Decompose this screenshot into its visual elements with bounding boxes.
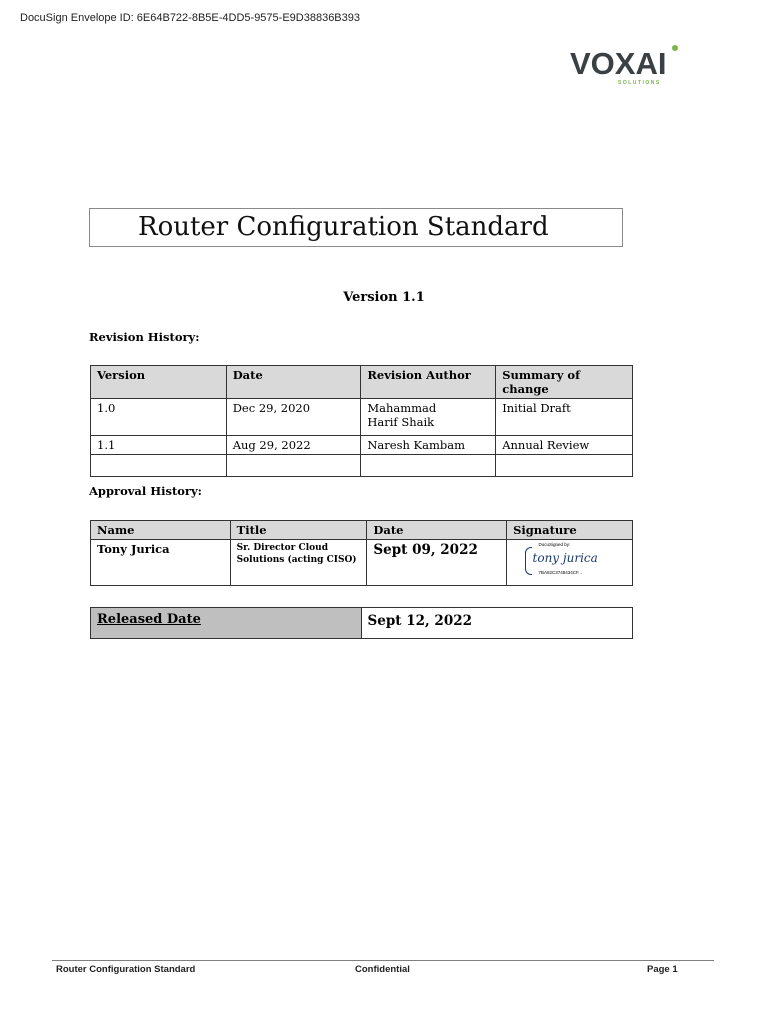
cell-version: 1.1 — [91, 436, 227, 455]
approver-title: Sr. Director Cloud Solutions (acting CISO) — [230, 540, 367, 586]
footer-divider — [52, 960, 714, 961]
revision-history-table — [90, 365, 633, 477]
cell-summary: Initial Draft — [496, 399, 633, 436]
table-header-row — [91, 521, 633, 540]
revision-history-label: Revision History: — [89, 330, 200, 344]
table-row — [91, 455, 633, 477]
footer-document-title: Router Configuration Standard — [56, 964, 196, 975]
signature-cell — [507, 540, 633, 586]
signature-bracket-icon — [525, 547, 532, 575]
table-header-row — [91, 366, 633, 399]
released-date-label: Released Date — [91, 608, 362, 639]
header-date: Date — [367, 521, 507, 540]
table-row — [91, 436, 633, 455]
header-date: Date — [226, 366, 361, 399]
approval-history-table — [90, 520, 633, 586]
header-signature: Signature — [507, 521, 633, 540]
table-row — [91, 608, 633, 639]
header-name: Name — [91, 521, 231, 540]
voxai-logo — [570, 44, 682, 90]
version-heading: Version 1.1 — [343, 290, 425, 305]
signature-script: tony jurica — [532, 551, 598, 565]
approver-name: Tony Jurica — [91, 540, 231, 586]
cell-author: Naresh Kambam — [361, 436, 496, 455]
logo-brand-text: VOXAI — [570, 46, 667, 81]
released-date-value: Sept 12, 2022 — [361, 608, 632, 639]
approval-date: Sept 09, 2022 — [367, 540, 507, 586]
docusign-envelope-id: DocuSign Envelope ID: 6E64B722-8B5E-4DD5-9575-E9D38836B393 — [20, 12, 361, 24]
released-date-table — [90, 607, 633, 639]
cell-author — [361, 455, 496, 477]
signature-caption: DocuSigned by: — [538, 542, 571, 547]
cell-summary — [496, 455, 633, 477]
header-summary: Summary of change — [496, 366, 633, 399]
footer-page-number: Page 1 — [647, 964, 678, 975]
footer-confidential: Confidential — [355, 964, 410, 975]
docusign-signature — [525, 542, 615, 578]
title-box — [89, 208, 623, 247]
approval-history-label: Approval History: — [89, 484, 202, 498]
table-row — [91, 399, 633, 436]
header-title: Title — [230, 521, 367, 540]
cell-summary: Annual Review — [496, 436, 633, 455]
cell-date: Aug 29, 2022 — [226, 436, 361, 455]
cell-version: 1.0 — [91, 399, 227, 436]
cell-author: Mahammad Harif Shaik — [361, 399, 496, 436]
cell-version — [91, 455, 227, 477]
header-revision-author: Revision Author — [361, 366, 496, 399]
signature-code: 7BA82C3748434CF... — [538, 570, 583, 575]
logo-dot-icon — [672, 45, 678, 51]
logo-tagline: SOLUTIONS — [618, 80, 661, 86]
cell-date — [226, 455, 361, 477]
header-version: Version — [91, 366, 227, 399]
document-title: Router Configuration Standard — [138, 212, 549, 242]
cell-date: Dec 29, 2020 — [226, 399, 361, 436]
table-row — [91, 540, 633, 586]
